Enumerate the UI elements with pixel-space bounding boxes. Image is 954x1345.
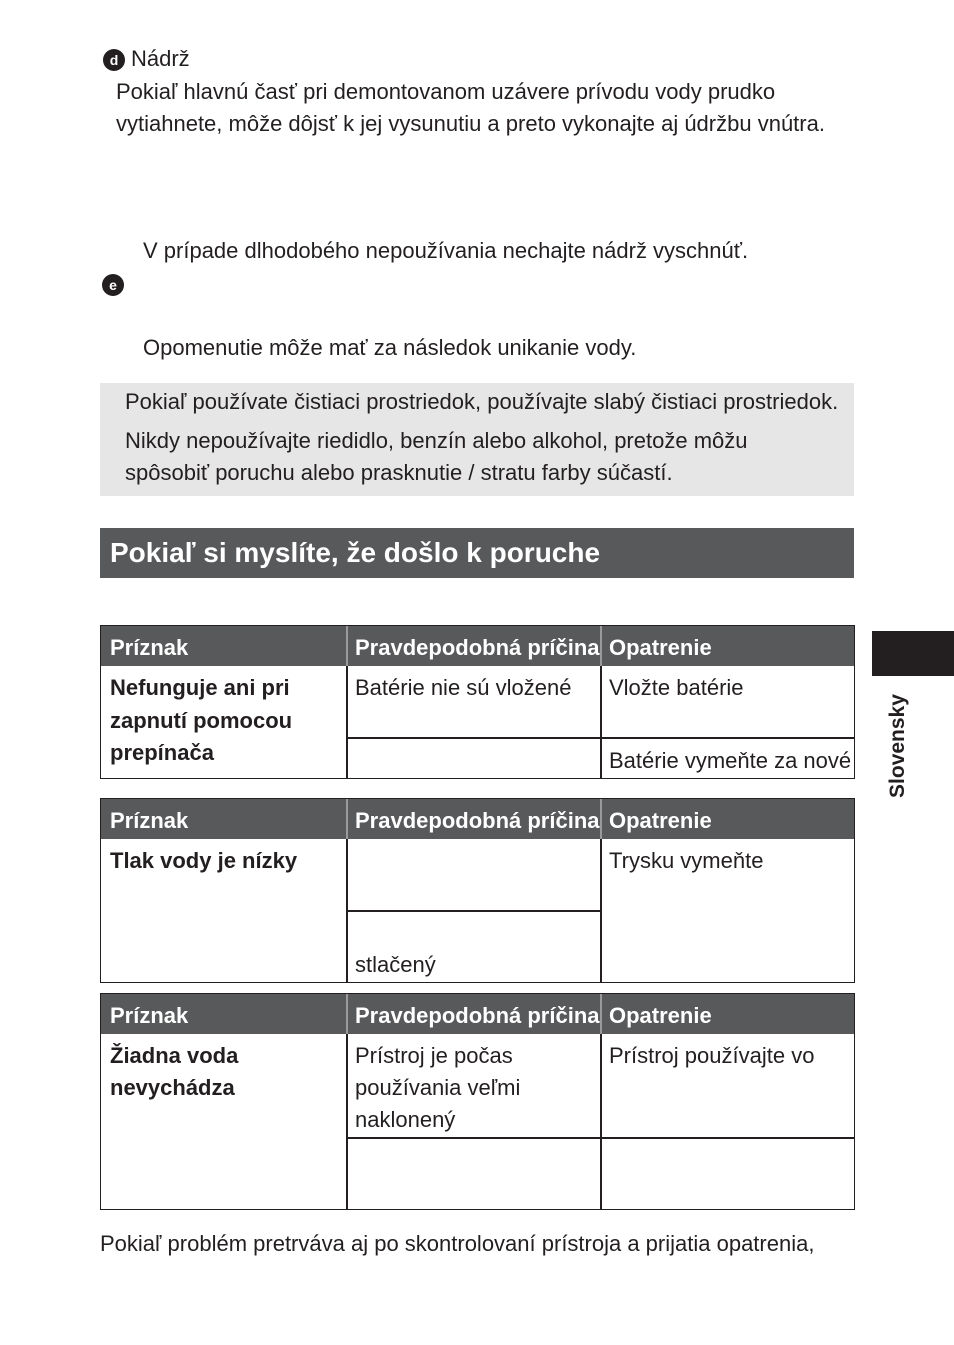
troubleshooting-table-1: [100, 625, 855, 779]
header-cause: Pravdepodobná príčina: [355, 808, 600, 833]
header-cause: Pravdepodobná príčina: [355, 1003, 600, 1028]
troubleshooting-heading-bar: [100, 528, 854, 578]
section-d-line-1: Pokiaľ hlavnú časť pri demontovanom uzávere prívodu vody prudko: [116, 79, 776, 104]
language-side-label: Slovensky: [886, 694, 909, 798]
action-cell: Vložte batérie: [609, 675, 744, 700]
header-symptom: Príznak: [110, 1003, 189, 1028]
cause-line-1: Prístroj je počas: [355, 1043, 513, 1068]
action-cell: Trysku vymeňte: [609, 848, 764, 873]
cleaning-note-box: [100, 383, 854, 496]
symptom-line-1: Nefunguje ani pri: [110, 675, 290, 700]
note-line-3: spôsobiť poruchu alebo prasknutie / stratu farby súčastí.: [125, 460, 673, 485]
troubleshooting-heading: Pokiaľ si myslíte, že došlo k poruche: [110, 537, 601, 568]
symptom-line-1: Žiadna voda: [110, 1043, 239, 1068]
language-side-tab: [872, 631, 954, 676]
action-cell: Prístroj používajte vo: [609, 1043, 815, 1068]
table-header-row: [101, 799, 854, 839]
section-d-line-3: V prípade dlhodobého nepoužívania nechajte nádrž vyschnúť.: [143, 238, 749, 263]
table-header-row: [101, 994, 854, 1034]
action-cell: Batérie vymeňte za nové: [609, 748, 852, 773]
marker-d-icon: d: [103, 49, 125, 71]
cause-cell: stlačený: [355, 952, 436, 977]
header-symptom: Príznak: [110, 808, 189, 833]
note-line-2: Nikdy nepoužívajte riedidlo, benzín alebo alkohol, pretože môžu: [125, 428, 748, 453]
cause-line-2: používania veľmi: [355, 1075, 521, 1100]
cause-cell: Batérie nie sú vložené: [355, 675, 572, 700]
note-line-1: Pokiaľ používate čistiaci prostriedok, používajte slabý čistiaci prostriedok.: [125, 389, 839, 414]
symptom-line-1: Tlak vody je nízky: [110, 848, 298, 873]
header-action: Opatrenie: [609, 1003, 712, 1028]
troubleshooting-table-2: [100, 798, 855, 983]
table-header-row: [101, 626, 854, 666]
section-d-line-2: vytiahnete, môže dôjsť k jej vysunutiu a preto vykonajte aj údržbu vnútra.: [116, 111, 825, 136]
section-d-title: Nádrž: [131, 46, 190, 71]
section-e-line-1: Opomenutie môže mať za následok unikanie vody.: [143, 335, 637, 360]
symptom-line-2: nevychádza: [110, 1075, 235, 1100]
troubleshooting-table-3: [100, 993, 855, 1210]
symptom-line-2: zapnutí pomocou: [110, 708, 293, 733]
header-symptom: Príznak: [110, 635, 189, 660]
header-action: Opatrenie: [609, 635, 712, 660]
cause-line-3: naklonený: [355, 1107, 456, 1132]
marker-e-icon: e: [102, 274, 124, 296]
header-action: Opatrenie: [609, 808, 712, 833]
symptom-line-3: prepínača: [110, 740, 214, 765]
header-cause: Pravdepodobná príčina: [355, 635, 600, 660]
footer-text: Pokiaľ problém pretrváva aj po skontrolovaní prístroja a prijatia opatrenia,: [100, 1231, 815, 1256]
